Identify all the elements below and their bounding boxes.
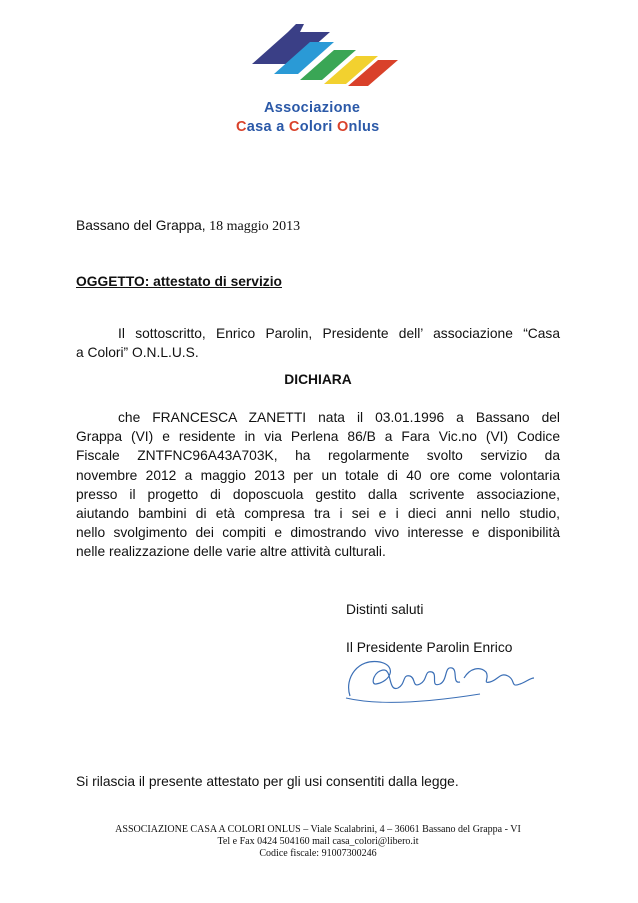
body-paragraph (76, 408, 560, 562)
letter-subject: OGGETTO: attestato di servizio (76, 274, 282, 289)
body-line: Fiscale ZNTFNC96A43A703K, ha regolarmente svolto servizio da (76, 448, 560, 464)
body-line: presso il progetto di doposcuola gestito dalla scrivente associazione, (76, 486, 560, 502)
body-line: nello svolgimento dei compiti e dimostrando vivo interesse e disponibilità (76, 525, 560, 541)
logo-title-segment: O (336, 119, 349, 135)
signatory-name: Il Presidente Parolin Enrico (346, 640, 513, 655)
letter-place: Bassano del Grappa, (76, 218, 206, 233)
footer-contacts: Tel e Fax 0424 504160 mail casa_colori@libero.it (217, 836, 419, 847)
intro-line: Il sottoscritto, Enrico Parolin, Presidente dell’ associazione “Casa (118, 326, 560, 341)
logo-title-segment: asa a (246, 119, 289, 135)
body-line: che FRANCESCA ZANETTI nata il 03.01.1996 a Bassano del (118, 410, 560, 425)
intro-paragraph (76, 324, 560, 362)
logo-title-segment: C (236, 119, 247, 135)
body-line: Grappa (VI) e residente in via Perlena 86/B a Fara Vic.no (VI) Codice (76, 429, 560, 445)
letter-footer (76, 824, 560, 860)
greeting: Distinti saluti (346, 602, 424, 617)
logo-title-line2-text (236, 119, 380, 135)
intro-line: a Colori” O.N.L.U.S. (76, 345, 199, 361)
handwritten-signature-icon (340, 648, 540, 708)
body-line: aiutando bambini di età compresa tra i sei e i dieci anni nello studio, (76, 506, 560, 522)
logo-roof-stripes-icon (230, 22, 410, 107)
body-line: novembre 2012 a maggio 2013 per un totale di 40 ore come volontaria (76, 467, 560, 483)
logo-title-segment: nlus (348, 119, 380, 135)
logo-title-segment: olori (299, 119, 337, 135)
logo-title-line1: Associazione (264, 100, 361, 116)
footer-tax-code: Codice fiscale: 91007300246 (259, 848, 377, 859)
logo-title-line2 (236, 119, 380, 135)
declare-heading: DICHIARA (284, 372, 352, 387)
association-logo (230, 22, 410, 142)
logo-title-segment: C (288, 119, 300, 135)
footer-address: ASSOCIAZIONE CASA A COLORI ONLUS – Viale Scalabrini, 4 – 36061 Bassano del Grappa - VI (115, 824, 521, 835)
letter-date: 18 maggio 2013 (205, 219, 301, 234)
place-date-line (76, 218, 300, 235)
body-line: nelle realizzazione delle varie altre attività culturali. (76, 544, 386, 560)
closing-statement: Si rilascia il presente attestato per gli usi consentiti dalla legge. (76, 774, 459, 789)
